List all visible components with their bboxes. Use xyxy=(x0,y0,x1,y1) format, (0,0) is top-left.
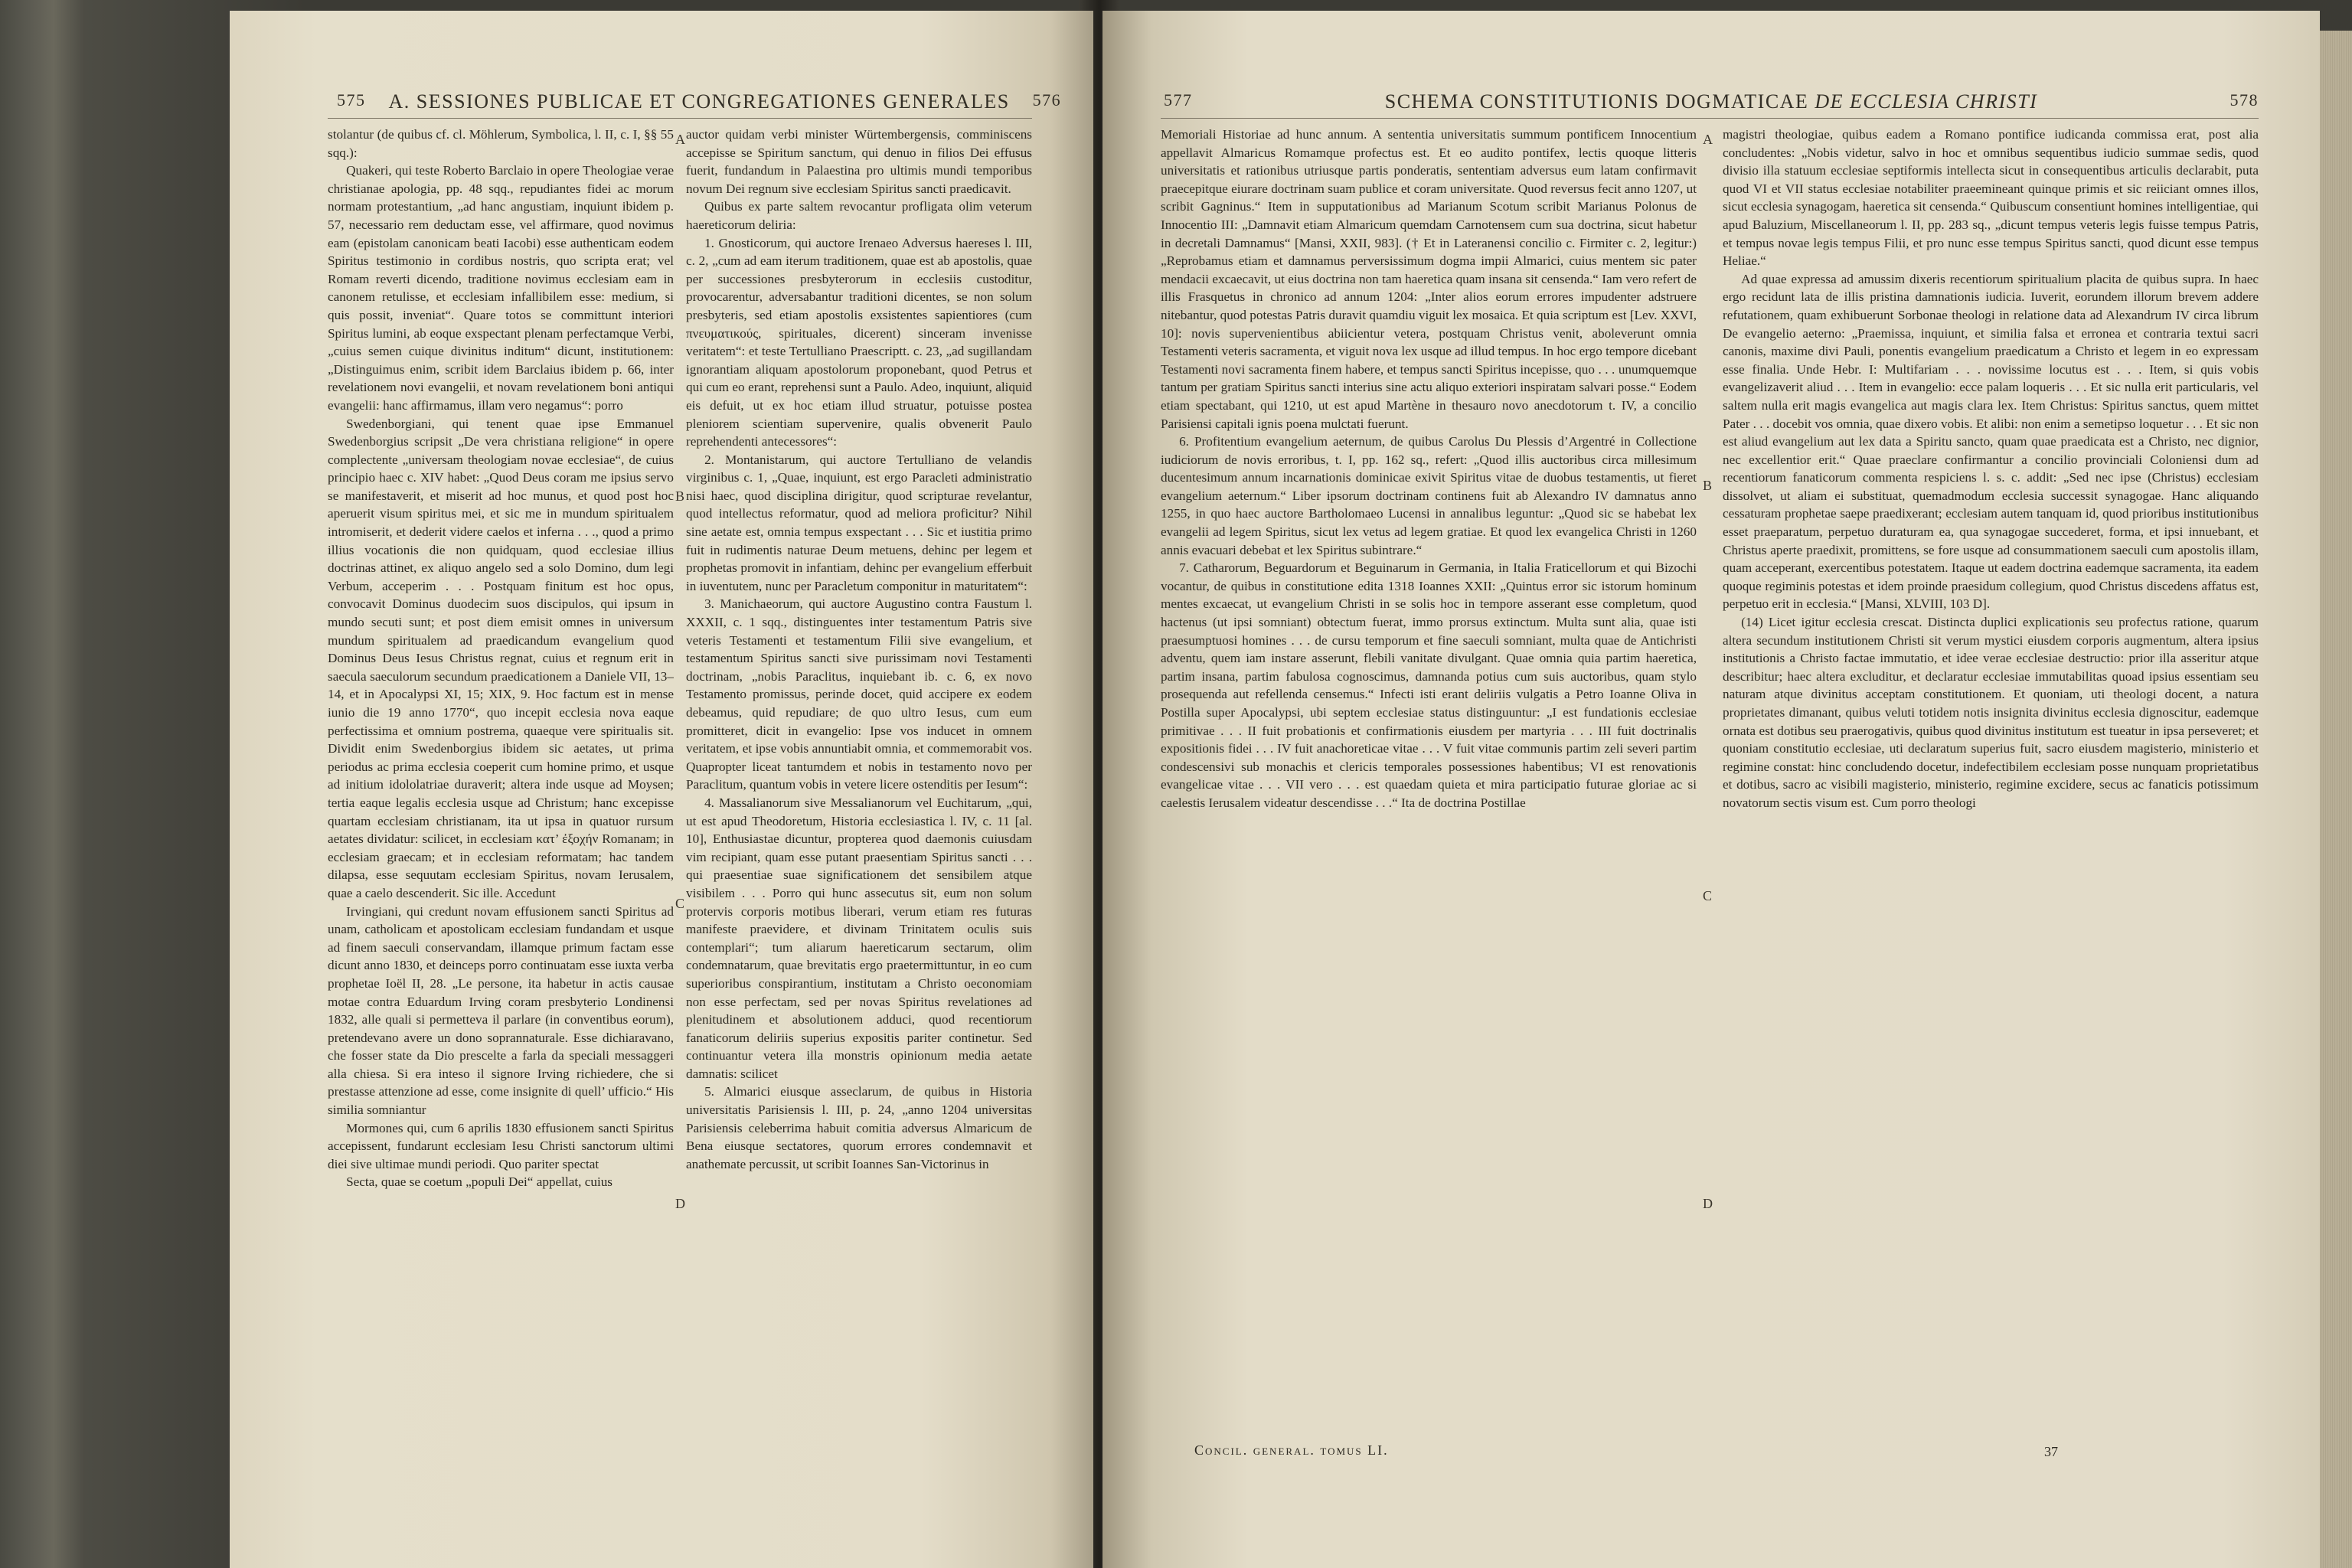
paragraph: Memoriali Historiae ad hunc annum. A sententia universitatis summum pontificem Innocentium appellavit Almaricus Romamque profectus est. Et eo audito pontifex, lectis quoque litteris universitatis et rationibus utriusque partis ponderatis, sententiam adversus eum latam confirmavit praecepitque eiurare doctrinam suam publice et coram universitate. Quod reversus fecit anno 1207, ut scribit Gagninus.“ Item in supputationibus ad Marianum Scotum scribit Marianus Polonus de Innocentio III: „Damnavit etiam Almaricum quemdam Carnotensem cum sua doctrina, sicut habetur in decretali Damnamus“ [Mansi, XXII, 983]. († Et in Lateranensi concilio c. Firmiter c. 2, legitur:) „Reprobamus etiam et damnamus perversissimum dogma impii Almarici, cuius mentem sic pater mendacii excaecavit, ut eius doctrina non tam haeretica quam insana sit censenda.“ Iam vero refert de illis Frasquetus in chronico ad annum 1204: „Inter alios eorum errores impudenter adstruere nitebantur, quod potestas Patris duravit quamdiu viguit lex mosaica. Et quia scriptum est [Lev. XXVI, 10]: novis supervenientibus abiicientur vetera, postquam Christus venit, aboleverunt omnia Testamenti veteris sacramenta, et viguit nova lex usque ad illud tempus. In hoc ergo tempore dicebant Testamenti novi sacramenta finem habere, et tempus sancti Spiritus incepisse, quo . . . unumquemque tantum per gratiam Spiritus sancti interius sine actu aliquo exteriori inspiratam salvari posse.“ Eodem etiam spectabant, qui 1210, ut est apud Martène in thesauro novo anecdotorum t. IV, a concilio Parisiensi capitali ignis poena mulctati fuerunt. xyxy=(1161,127,1697,431)
paragraph: Quakeri, qui teste Roberto Barclaio in opere Theologiae verae christianae apologia, pp. 48 sqq., repudiantes fidei ac morum normam protestantium, „ad hanc angustiam, inquiunt ibidem p. 57, necessario rem deductam esse, vel affirmare, quod novimus eam (epistolam canonicam beati Iacobi) esse authenticam eodem Spiritus testimonio in cordibus nostris, quo scripta erat; vel Romam reverti dicendo, traditione novimus ecclesiam eam in canonem retulisse, et ecclesiam infallibilem esse: medium, si quis possit, inveniat“. Quare totos se committunt interiori Spiritus lumini, ab eoque exspectant plenam perfectamque Verbi, „cuius semen cuique divinitus inditum“ dicunt, institutionem: „Distinguimus enim, scribit idem Barclaius ibidem p. 66, inter revelationem novi evangelii, et novam revelationem boni antiqui evangelii: hanc affirmamus, illam vero negamus“: porro xyxy=(328,163,674,413)
page-number-577: 577 xyxy=(1164,90,1193,109)
margin-mark-d: D xyxy=(1703,1196,1713,1211)
running-head-plain: SCHEMA CONSTITUTIONIS DOGMATICAE xyxy=(1384,90,1809,113)
right-running-head xyxy=(1164,90,2259,113)
paragraph: 1. Gnosticorum, qui auctore Irenaeo Adversus haereses l. III, c. 2, „cum ad eam iterum traditionem, quae est ab apostolis, quae per successiones presbyterorum in ecclesiis custoditur, provocarentur, adversabantur traditioni dicentes, se non solum presbyteris, sed etiam apostolis exsistentes sapientiores (cum πνευματικούς, spirituales, dicerent) sinceram invenisse veritatem“: et teste Tertulliano Praescriptt. c. 23, „ad sugillandam ignorantiam aliquam apostolorum proponebant, quod Petrus et qui cum eo erant, reprehensi sunt a Paulo. Adeo, inquiunt, aliquid eis defuit, ut ex hoc etiam illud struatur, potuisse postea pleniorem scientiam supervenire, qualis obvenerit Paulo reprehendenti antecessores“: xyxy=(686,235,1032,449)
running-head-title xyxy=(1216,90,2207,113)
signature-number: 37 xyxy=(2044,1444,2058,1459)
paragraph: (14) Licet igitur ecclesia crescat. Distincta duplici explicationis seu profectus ratione, quarum altera secundum institutionem Christi sit verum mystici eiusdem corporis augmentum, altera ipsius institutionis a Christo factae immutatio, et idee verae ecclesiae destructio: prior illa asseritur atque describitur; haec altera excluditur, et declaratur ecclesiae immutabilitas quoad ipsius essentiam seu naturam atque divinitus acceptam constitutionem. Et quoniam, uti theologi docent, a natura proprietates dimanant, quibus veluti totidem notis insignita divinitus ecclesia dignoscitur, eademque ornata est dotibus seu praerogativis, quibus quod divinitus institutum est tueatur in ipsa perseveret; et quoniam constitutio ecclesiae, uti declaratum superius fuit, sacro eiusdem magisterio, ministerio et regimine constat: hinc concludendo docetur, indefectibilem ecclesiam posse nunquam proprietatibus et dotibus, sacro ac visibili magisterio, ministerio, regimine excidere, secus ac fanaticis potissimum novatorum sectis visum est. Cum porro theologi xyxy=(1723,615,2259,810)
page-edges xyxy=(2320,31,2352,1568)
right-page xyxy=(1102,11,2320,1568)
paragraph: Swedenborgiani, qui tenent quae ipse Emmanuel Swedenborgius scripsit „De vera christiana religione“ in opere complectente „universam theologiam novae ecclesiae“, de cuius principio haec c. XIV habet: „Quod Deus coram me ipsius servo se manifestaverit, et miserit ad hoc munus, et quod post hoc aperuerit visum spiritus mei, et sic me in mundum spiritualem intromiserit, et dederit videre caelos et inferna . . ., quod a primo illius vocationis die non quidquam, quod ecclesiae illius doctrinas attinet, ex aliquo angelo sed a solo Domino, dum legi Verbum, acceperim . . . Postquam finitum est hoc opus, convocavit Dominus duodecim suos discipulos, qui ipsum in mundo secuti sunt; et post diem emisit omnes in universum mundum spiritualem ad praedicandum evangelium quod Dominus Deus Iesus Christus regnat, cuius et regnum erit in saecula saeculorum secundum praedicationem a Daniele VII, 13–14, et in Apocalypsi XI, 15; XIX, 9. Hoc factum est in mense iunio die 19 anno 1770“, quo incepit ecclesia nova eaque perfectissima et omnium postrema, quaeque vere spiritualis sit. Dividit enim Swedenborgius ibidem sic aetates, ut prima periodus ac prima ecclesia coeperit cum homine primo, et usque ad initium idololatriae duraverit; altera inde usque ad Moysen; tertia eaque legalis ecclesia usque ad Christum; hanc excepisse quartam ecclesiam christianam, ita ut ipsa in quatuor rursum aetates dividatur: scilicet, in ecclesiam κατ’ ἐξοχήν Romanam; in ecclesiam graecam; et in ecclesiam reformatam; hac tandem dilapsa, esse sequutam ecclesiam Spiritus, novam Ierusalem, quae a caelo descenderit. Sic ille. Accedunt xyxy=(328,416,674,900)
paragraph: stolantur (de quibus cf. cl. Möhlerum, Symbolica, l. II, c. I, §§ 55 sqq.): xyxy=(328,127,674,160)
running-head-italic: DE ECCLESIA CHRISTI xyxy=(1815,90,2038,113)
header-rule xyxy=(1161,118,2259,119)
paragraph: 7. Catharorum, Beguardorum et Beguinarum in Germania, in Italia Fraticellorum et qui Bizochi vocantur, de quibus in constitutione edita 1318 Ioannes XXII: „Quintus error sic istorum hominum mentes excaecat, ut evangelium Christi in se solis hoc in tempore asserant esse completum, quod hactenus (ut ipsi somniant) obtectum fuerat, immo prorsus extinctum. Multa sunt alia, quae isti praesumptuosi homines . . . de cursu temporum et fine saeculi somniant, multa quae de Antichristi adventu, quem iam instare asserunt, flebili vanitate divulgant. Quae omnia quia partim haeretica, partim insana, partim fabulosa cognoscimus, damnanda potius cum suis auctoribus, quam stylo prosequenda aut refellenda censemus.“ Infecti isti erant deliriis vulgatis a Petro Ioanne Oliva in Postilla super Apocalypsi, ubi septem ecclesiae status distinguuntur: „I est fundationis ecclesiae primitivae . . . II fuit probationis et confirmationis eiusdem per martyria . . . III fuit doctrinalis expositionis fidei . . . IV fuit anachoreticae vitae . . . V fuit vitae communis partim zeli severi partim condescensivi sub monachis et clericis temporales possessiones habentibus; VI est renovationis evangelicae vitae . . . VII vero . . . est quaedam quieta et mira participatio futurae gloriae ac si caelestis Ierusalem videatur descendisse . . .“ Ita de doctrina Postillae xyxy=(1161,560,1697,810)
paragraph: 6. Profitentium evangelium aeternum, de quibus Carolus Du Plessis d’Argentré in Collectione iudiciorum de novis erroribus, t. I, pp. 162 sq., refert: „Quod illis auctoribus circa millesimum ducentesimum annum incarnationis dominicae exivit Spiritus vitae de duobus testamentis, ut fieret evangelium aeternum.“ Liber ipsorum doctrinam continens fuit ab Alexandro IV damnatus anno 1255, in quo haec auctore Bartholomaeo Lucensi in annalibus leguntur: „Quod sic se habebat lex evangelii ad legem Spiritus, sicut lex vetus ad legem gratiae. Et quod lex evangelica Christi in 1260 annis evacuari debebat et lex Spiritus subintrare.“ xyxy=(1161,434,1697,557)
margin-mark-c: C xyxy=(1703,888,1713,903)
paragraph: 5. Almarici eiusque asseclarum, de quibus in Historia universitatis Parisiensis l. III, p. 24, „anno 1204 universitas Parisiensis celeberrima habuit comitia adversus Almaricum de Bena eiusque sectatores, quorum errores condemnavit et anathemate percussit, ut scribit Ioannes San-Victorinus in xyxy=(686,1084,1032,1171)
paragraph: Mormones qui, cum 6 aprilis 1830 effusionem sancti Spiritus accepissent, fundarunt ecclesiam Iesu Christi sanctorum ultimi diei sive ultimae mundi periodi. Quo pariter spectat xyxy=(328,1120,674,1171)
paragraph: Quibus ex parte saltem revocantur profligata olim veterum haereticorum deliria: xyxy=(686,199,1032,232)
paragraph: auctor quidam verbi minister Würtembergensis, comminiscens accepisse se Spiritum sanctum, qui denuo in filios Dei effusus fuerit, fundandum in Palaestina pro ultimis mundi temporibus novum Dei regnum sive ecclesiam Spiritus sancti praedicavit. xyxy=(686,127,1032,196)
running-head-title: A. SESSIONES PUBLICAE ET CONGREGATIONES GENERALES xyxy=(388,90,1010,113)
margin-mark-a: A xyxy=(1703,132,1713,147)
margin-mark-d: D xyxy=(675,1196,685,1211)
right-page-column-1 xyxy=(1161,126,1697,1442)
paragraph: Irvingiani, qui credunt novam effusionem sancti Spiritus ad unam, catholicam et apostolicam ecclesiam fundandam et usque ad finem saeculi conservandam, illamque primum factam esse dicunt anno 1830, et deinceps porro continuatam esse iuxta verba prophetae Ioël II, 28. „Le persone, ita habetur in actis causae motae contra Eduardum Irving coram presbyterio Londinensi 1832, alle quali si permetteva il parlare (in conventibus eorum), pretendevano avere un dono soprannaturale. Esse dichiaravano, che fosser state da Dio prescelte a farla da speciali messaggeri alla chiesa. Si era inteso il signore Irving richiedere, che si prestasse attenzione ad esse, come insignite di quell’ ufficio.“ His similia somniantur xyxy=(328,903,674,1118)
left-page-column-1 xyxy=(328,126,674,1442)
margin-mark-b: B xyxy=(1703,478,1713,493)
margin-mark-b: B xyxy=(675,488,685,504)
left-page xyxy=(230,11,1093,1568)
paragraph: Secta, quae se coetum „populi Dei“ appellat, cuius xyxy=(346,1174,612,1190)
right-page-column-2 xyxy=(1723,126,2259,1442)
paragraph: 4. Massalianorum sive Messalianorum vel Euchitarum, „qui, ut est apud Theodoretum, Historia ecclesiastica l. IV, c. 11 [al. 10], Enthusiastae dicuntur, propterea quod daemonis cuiusdam vim recipiant, quam esse putant praesentiam Spiritus sancti . . . qui praesentiae suae significationem det sensibilem atque visibilem . . . Porro qui hunc assecutus sit, eum non solum protervis corporis motibus liberari, verum etiam res futuras manifeste praevidere, et divinam Trinitatem oculis suis contemplari“; tum aliarum haereticarum sectarum, olim condemnatarum, quae brevitatis ergo praetermittuntur, in eo cum superioribus conspirantium, institutam a Christo oeconomiam non esse perfectam, sed per novas Spiritus revelationes ad plenitudinem et absolutionem adduci, quod recentiorum fanaticorum deliriis superius expositis pariter continetur. Sed continuantur vetera illa monstris opinionum media aetate damnatis: scilicet xyxy=(686,795,1032,1081)
paragraph: 3. Manichaeorum, qui auctore Augustino contra Faustum l. XXXII, c. 1 sqq., distinguentes inter testamentum Patris sive veteris Testamenti et testamentum Filii sive evangelium, et testamentum Spiritus sancti sive purissimam novi Testamenti doctrinam, „nobis Paraclitus, inquiebant ib. c. 6, ex novo Testamento promissus, perinde docet, quid accipere ex eodem debeamus, quid repudiare; de quo ultro Iesus, cum eum promitteret, dicit in evangelio: Ipse vos inducet in omnem veritatem, et ipse vobis annuntiabit omnia, et commemorabit vos. Quapropter liceat tantumdem et nobis in testamento novo per Paraclitum, quantum vobis in vetere licere ostenditis per Iesum“: xyxy=(686,596,1032,792)
page-footer: Concil. general. tomus LI. xyxy=(1194,1442,1389,1458)
page-number-576: 576 xyxy=(1032,90,1062,109)
header-rule xyxy=(328,118,1032,119)
margin-mark-a: A xyxy=(675,132,685,147)
left-page-column-2 xyxy=(686,126,1032,1442)
paragraph: Ad quae expressa ad amussim dixeris recentiorum spiritualium placita de quibus supra. In haec ergo recidunt lata de illis pristina damnationis iudicia. Iuverit, eorundem illorum brevem addere refutationem, quam exhibuerunt Sorbonae theologi in relatione data ad Alexandrum IV circa librum De evangelio aeterno: „Praemissa, inquiunt, et similia falsa et erronea et contraria textui sacri canonis, maxime divi Pauli, ponentis evangelium praedicatum a Christo et legem in eo expressam esse finalia. Unde Hebr. I: Multifariam . . . novissime locutus est . . . Item, si quis vobis evangelizaverit aliud . . . Item in evangelio: ecce palam loqueris . . . Et sic nulla erit particularis, vel saltem nulla erit magis evangelica aut magis clara lex. Item Christus: Spiritus sanctus, quem mittet Pater . . . docebit vos omnia, quae dixero vobis. Et alibi: non enim a semetipso loquetur . . . Et sic non est aliud evangelium aut lex data a Spiritu sancto, quam quae praedicata est a Christo, nec dignior, nec excellentior erit.“ Quae praeclare confirmantur a concilio provinciali Coloniensi dum ad recentiorum fanaticorum commenta respiciens l. s. c. addit: „Sed nec ipse (Christus) ecclesiam dissolvet, ut aliam ei substituat, quemadmodum ecclesia successit synagogae. Hanc aliquando cessaturam prophetae saepe praedixerant; ecclesiam autem tanquam id, quod prioribus institutionibus esset praeparatum, perpetuo duraturam ea, qua synagogae succederet, forma, et ipsi innuebant, et Christus aperte praedixit, promittens, se fore usque ad consummationem saeculi cum apostolis illam, quam acceperant, exercentibus potestatem. Itaque ut eadem doctrina eademque sacramenta, ita eadem quoque regiminis potestas et idem proinde praesidum collegium, quod Christus discedens affatus est, perpetuo erit in ecclesia.“ [Mansi, XLVIII, 103 D]. xyxy=(1723,271,2259,612)
paragraph: 2. Montanistarum, qui auctore Tertulliano de velandis virginibus c. 1, „Quae, inquiunt, est ergo Paracleti administratio nisi haec, quod disciplina dirigitur, quod scripturae revelantur, quod intellectus reformatur, quod ad meliora proficitur? Nihil sine aetate est, omnia tempus exspectant . . . Sic et iustitia primo fuit in rudimentis naturae Deum metuens, dehinc per legem et prophetas promovit in infantiam, dehinc per evangelium efferbuit in iuventutem, nunc per Paracletum componitur in maturitatem“: xyxy=(686,452,1032,593)
page-number-575: 575 xyxy=(337,90,366,109)
margin-mark-c: C xyxy=(675,896,685,911)
left-running-head xyxy=(337,90,1062,113)
paragraph: magistri theologiae, quibus eadem a Romano pontifice iudicanda commissa erat, post alia concludentes: „Nobis videtur, salvo in hoc et omnibus sequentibus iudicio summae sedis, quod divisio illa statuum ecclesiae septiformis intellecta sicut in consequentibus articulis declarabit, puta quod VI et VII status ecclesiae notabiliter praeemineant quinque primis et sic reiiciant omnes illos, sicut ecclesia synagogam, haeretica sit censenda.“ Quibuscum consentiunt homines intelligentiae, qui apud Baluzium, Miscellaneorum l. II, pp. 283 sq., „dicunt tempus veteris legis fuisse tempus Patris, et tempus novae legis tempus Filii, et pro nunc esse tempus Spiritus sancti, quod dicunt esse tempus Heliae.“ xyxy=(1723,127,2259,269)
page-number-578: 578 xyxy=(2230,90,2259,109)
